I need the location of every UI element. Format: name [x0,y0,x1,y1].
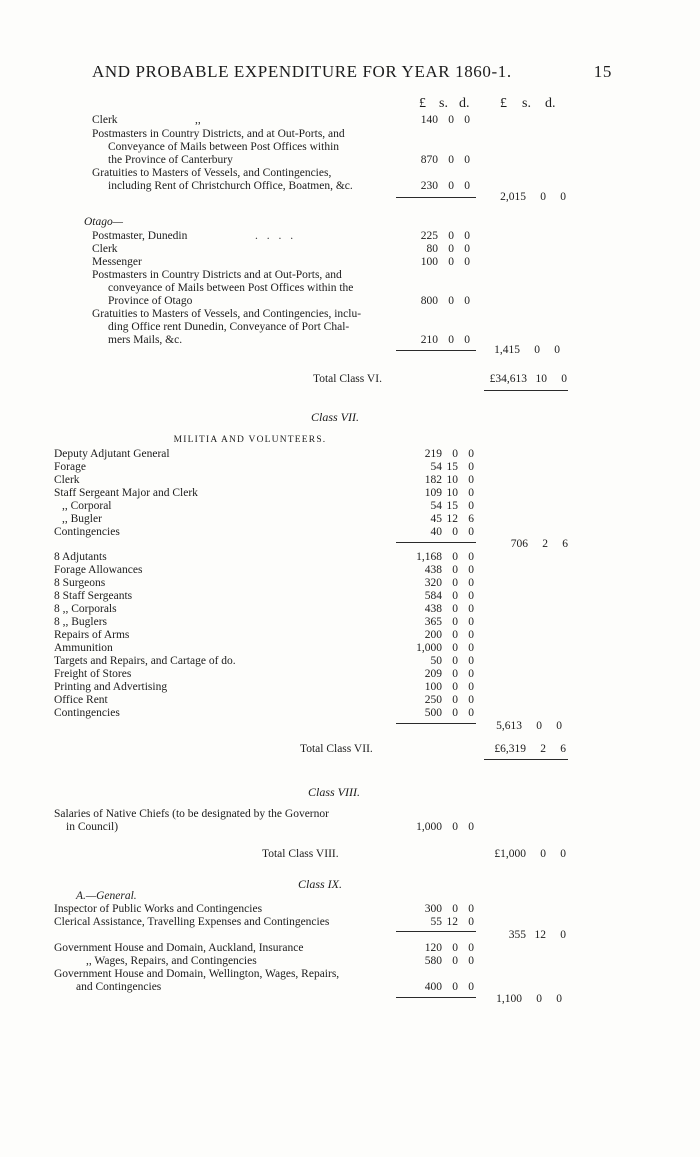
subtotal: 1,415 0 0 [494,344,560,356]
section-heading: Otago— [84,216,123,228]
entry-text: Conveyance of Mails between Post Offices within [108,141,340,153]
class-heading: Class IX. [297,877,342,891]
section-subheading: MILITIA AND VOLUNTEERS. [173,435,327,445]
amount: 109 10 0 [424,487,474,499]
entry-text: Gratuities to Masters of Vessels, and Contingencies, [92,167,332,179]
amount: 210 0 0 [420,334,470,346]
amount: 400 0 0 [424,981,474,993]
amount: 1,168 0 0 [416,551,474,563]
amount: 320 0 0 [424,577,474,589]
entry-text: including Rent of Christchurch Office, Boatmen, &c. [108,180,353,192]
subtotal: 355 12 0 [508,929,566,941]
amount: 584 0 0 [424,590,474,602]
ditto-mark: ,, [195,114,201,126]
entry-text: Postmaster, Dunedin [92,230,188,242]
col-head-pence: d. [459,96,470,111]
entry-text: Clerk [92,114,118,126]
amount: 45 12 6 [430,513,474,525]
amount: 182 10 0 [424,474,474,486]
subtotal-rule [396,931,476,932]
page-title: AND PROBABLE EXPENDITURE FOR YEAR 1860-1. [92,62,512,81]
entry-text: ,, Wages, Repairs, and Contingencies [86,955,257,967]
amount: 55 12 0 [430,916,474,928]
entry-text: Postmasters in Country Districts and at Out-Ports, and [92,269,342,281]
amount: 100 0 0 [424,681,474,693]
class-total-label: Total Class VIII. [262,848,339,860]
amount: 40 0 0 [430,526,474,538]
class-total: £6,319 2 6 [494,743,566,755]
amount: 500 0 0 [424,707,474,719]
subtotal: 5,613 0 0 [496,720,562,732]
amount: 1,000 0 0 [416,821,474,833]
amount: 438 0 0 [424,564,474,576]
entry-text: Government House and Domain, Auckland, Insurance [54,942,304,954]
subtotal-rule [396,197,476,198]
amount: 230 0 0 [420,180,470,192]
subtotal-rule [396,350,476,351]
amount: 54 15 0 [430,500,474,512]
amount: 140 0 0 [420,114,470,126]
amount: 870 0 0 [420,154,470,166]
subtotal: 1,100 0 0 [496,993,562,1005]
amount: 209 0 0 [424,668,474,680]
entry-text: mers Mails, &c. [108,334,183,346]
amount: 580 0 0 [424,955,474,967]
entry-text: Deputy Adjutant General [54,448,170,460]
class-total: £1,000 0 0 [494,848,566,860]
entry-text: in Council) [66,821,119,833]
amount: 250 0 0 [424,694,474,706]
entry-text: the Province of Canterbury [108,154,233,166]
entry-text: Postmasters in Country Districts, and at Out-Ports, and [92,128,345,140]
entry-text: ,, Corporal [62,500,112,512]
entry-text: 8 Surgeons [54,577,106,589]
entry-text: Salaries of Native Chiefs (to be designated by the Governor [54,808,329,820]
amount: 365 0 0 [424,616,474,628]
class-heading: Class VIII. [308,785,360,799]
entry-text: Office Rent [54,694,108,706]
amount: 438 0 0 [424,603,474,615]
entry-text: 8 ,, Corporals [54,603,117,615]
entry-text: 8 ,, Buglers [54,616,108,628]
entry-text: Government House and Domain, Wellington, Wages, Repairs, [54,968,340,980]
leader-dots: . . . . [255,230,297,242]
total-rule [484,390,568,391]
entry-text: Ammunition [54,642,113,654]
amount: 120 0 0 [424,942,474,954]
entry-text: Forage [54,461,86,473]
amount: 300 0 0 [424,903,474,915]
entry-text: Repairs of Arms [54,629,130,641]
subtotal: 706 2 6 [510,538,568,550]
col-head-pence-total: d. [545,96,556,111]
amount: 80 0 0 [426,243,470,255]
subtotal-rule [396,997,476,998]
amount: 200 0 0 [424,629,474,641]
page-header [92,62,612,82]
amount: 800 0 0 [420,295,470,307]
entry-text: Gratuities to Masters of Vessels, and Contingencies, inclu- [92,308,362,320]
entry-text: Clerk [92,243,118,255]
entry-text: ding Office rent Dunedin, Conveyance of Port Chal- [108,321,350,333]
entry-text: Clerical Assistance, Travelling Expenses and Contingencies [54,916,330,928]
entry-text: Forage Allowances [54,564,143,576]
col-head-shillings-total: s. [522,96,531,111]
amount: 50 0 0 [430,655,474,667]
section-subheading: A.—General. [76,890,137,902]
entry-text: Targets and Repairs, and Cartage of do. [54,655,236,667]
entry-text: conveyance of Mails between Post Offices within the [108,282,354,294]
amount: 225 0 0 [420,230,470,242]
amount: 219 0 0 [424,448,474,460]
subtotal: 2,015 0 0 [500,191,566,203]
entry-text: Province of Otago [108,295,193,307]
entry-text: 8 Staff Sergeants [54,590,133,602]
entry-text: Printing and Advertising [54,681,168,693]
entry-text: 8 Adjutants [54,551,107,563]
class-total-label: Total Class VII. [300,743,373,755]
total-rule [484,759,568,760]
amount: 100 0 0 [420,256,470,268]
entry-text: Inspector of Public Works and Contingencies [54,903,263,915]
amount: 54 15 0 [430,461,474,473]
entry-text: Messenger [92,256,142,268]
class-total: £34,613 10 0 [489,373,567,385]
entry-text: Contingencies [54,707,120,719]
entry-text: ,, Bugler [62,513,102,525]
col-head-shillings: s. [439,96,448,111]
entry-text: Clerk [54,474,80,486]
subtotal-rule [396,723,476,724]
col-head-pounds-total: £ [500,96,507,111]
subtotal-rule [396,542,476,543]
class-heading: Class VII. [311,410,359,424]
entry-text: Staff Sergeant Major and Clerk [54,487,198,499]
class-total-label: Total Class VI. [313,373,382,385]
col-head-pounds: £ [419,96,426,111]
entry-text: Contingencies [54,526,120,538]
page-number: 15 [593,62,612,81]
amount: 1,000 0 0 [416,642,474,654]
entry-text: Freight of Stores [54,668,132,680]
entry-text: and Contingencies [76,981,162,993]
